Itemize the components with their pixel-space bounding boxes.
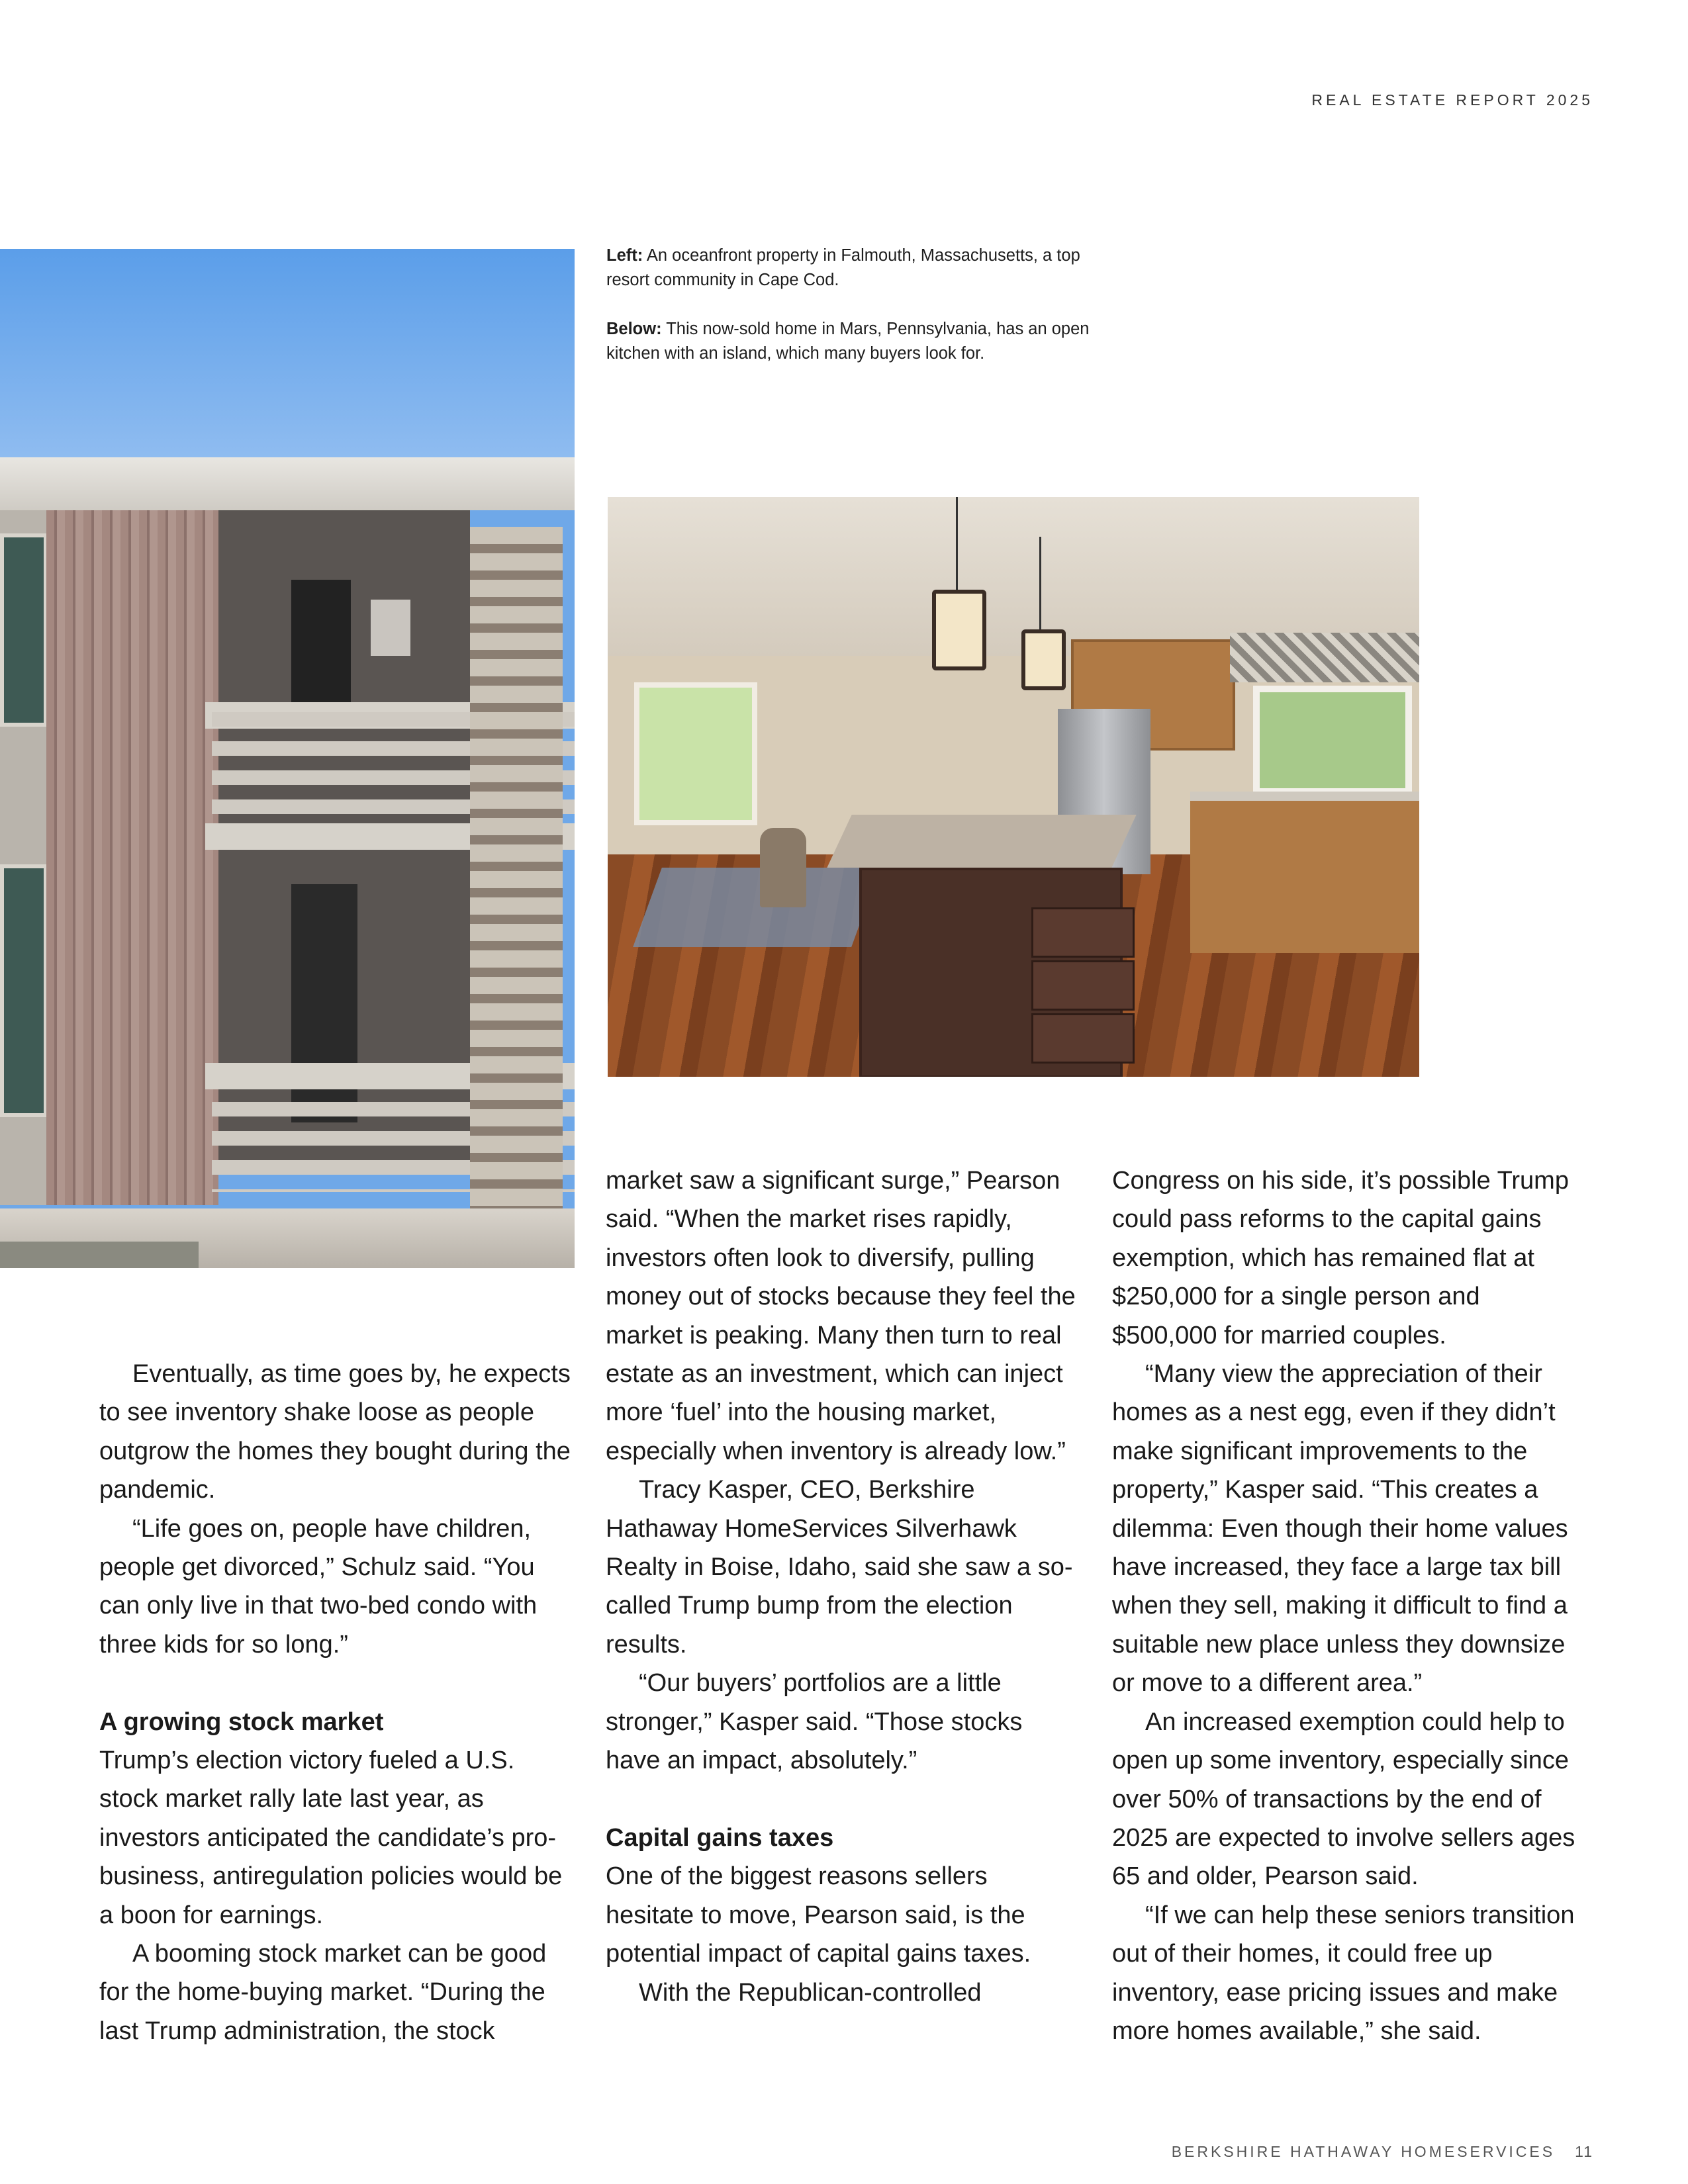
article-column-1	[99, 1355, 571, 2050]
col3-paragraph: An increased exemption could help to open up some inventory, especially since over 50% of transactions by the end of 2025 are expected to involve sellers ages 65 and older, Pearson said.	[1112, 1707, 1575, 1891]
col2-paragraph: With the Republican-controlled	[639, 1978, 982, 2007]
caption-below-label: Below:	[606, 320, 662, 338]
col1-paragraph: “Life goes on, people have children, people get divorced,” Schulz said. “You can only live in that two-bed condo with three kids for so long.”	[99, 1514, 538, 1659]
article-column-3	[1112, 1161, 1583, 2050]
col2-paragraph: market saw a significant surge,” Pearson said. “When the market rises rapidly, investors often look to diversify, pulling money out of stocks because they feel the market is peaking. Many then turn to real estate as an investment, which can inject more ‘fuel’ into the housing market, especially when inventory is already low.”	[606, 1167, 1076, 1465]
footer-brand: BERKSHIRE HATHAWAY HOMESERVICES	[1171, 2143, 1556, 2160]
caption-below-text: This now-sold home in Mars, Pennsylvania, has an open kitchen with an island, which many buyers look for.	[606, 320, 1090, 363]
caption-left	[606, 244, 1090, 293]
col2-paragraph: “Our buyers’ portfolios are a little stronger,” Kasper said. “Those stocks have an impact, absolutely.”	[606, 1669, 1023, 1775]
page-footer	[1172, 2143, 1593, 2161]
col3-paragraph: Congress on his side, it’s possible Trump could pass reforms to the capital gains exemption, which has remained flat at $250,000 for a single person and $500,000 for married couples.	[1112, 1167, 1569, 1349]
col2-paragraph: Tracy Kasper, CEO, Berkshire Hathaway HomeServices Silverhawk Realty in Boise, Idaho, said she saw a so-called Trump bump from the election results.	[606, 1476, 1073, 1659]
section-heading-capital-gains: Capital gains taxes	[606, 1823, 834, 1852]
col1-paragraph: A booming stock market can be good for the home-buying market. “During the last Trump administration, the stock	[99, 1940, 547, 2045]
col2-paragraph: One of the biggest reasons sellers hesitate to move, Pearson said, is the potential impact of capital gains taxes.	[606, 1862, 1031, 1968]
col3-paragraph: “If we can help these seniors transition out of their homes, it could free up inventory, ease pricing issues and make more homes available,” she said.	[1112, 1901, 1575, 2045]
caption-left-text: An oceanfront property in Falmouth, Massachusetts, a top resort community in Cape Cod.	[606, 246, 1080, 289]
report-header: REAL ESTATE REPORT 2025	[1311, 91, 1593, 109]
photo-captions	[606, 244, 1090, 390]
page-number: 11	[1575, 2143, 1593, 2160]
oceanfront-property-photo	[0, 249, 575, 1268]
col3-paragraph: “Many view the appreciation of their homes as a nest egg, even if they didn’t make significant improvements to the property,” Kasper said. “This creates a dilemma: Even though their home values have increased, they face a large tax bill when they sell, making it difficult to find a suitable new place unless they downsize or move to a different area.”	[1112, 1360, 1568, 1698]
section-heading-stock-market: A growing stock market	[99, 1707, 384, 1736]
article-column-2	[606, 1161, 1077, 2012]
kitchen-photo	[608, 497, 1419, 1077]
col1-paragraph: Eventually, as time goes by, he expects to see inventory shake loose as people outgrow the homes they bought during the pandemic.	[99, 1360, 571, 1504]
caption-left-label: Left:	[606, 246, 643, 265]
caption-below	[606, 317, 1090, 366]
col1-paragraph: Trump’s election victory fueled a U.S. stock market rally late last year, as investors anticipated the candidate’s pro-business, antiregulation policies would be a boon for earnings.	[99, 1747, 563, 1929]
